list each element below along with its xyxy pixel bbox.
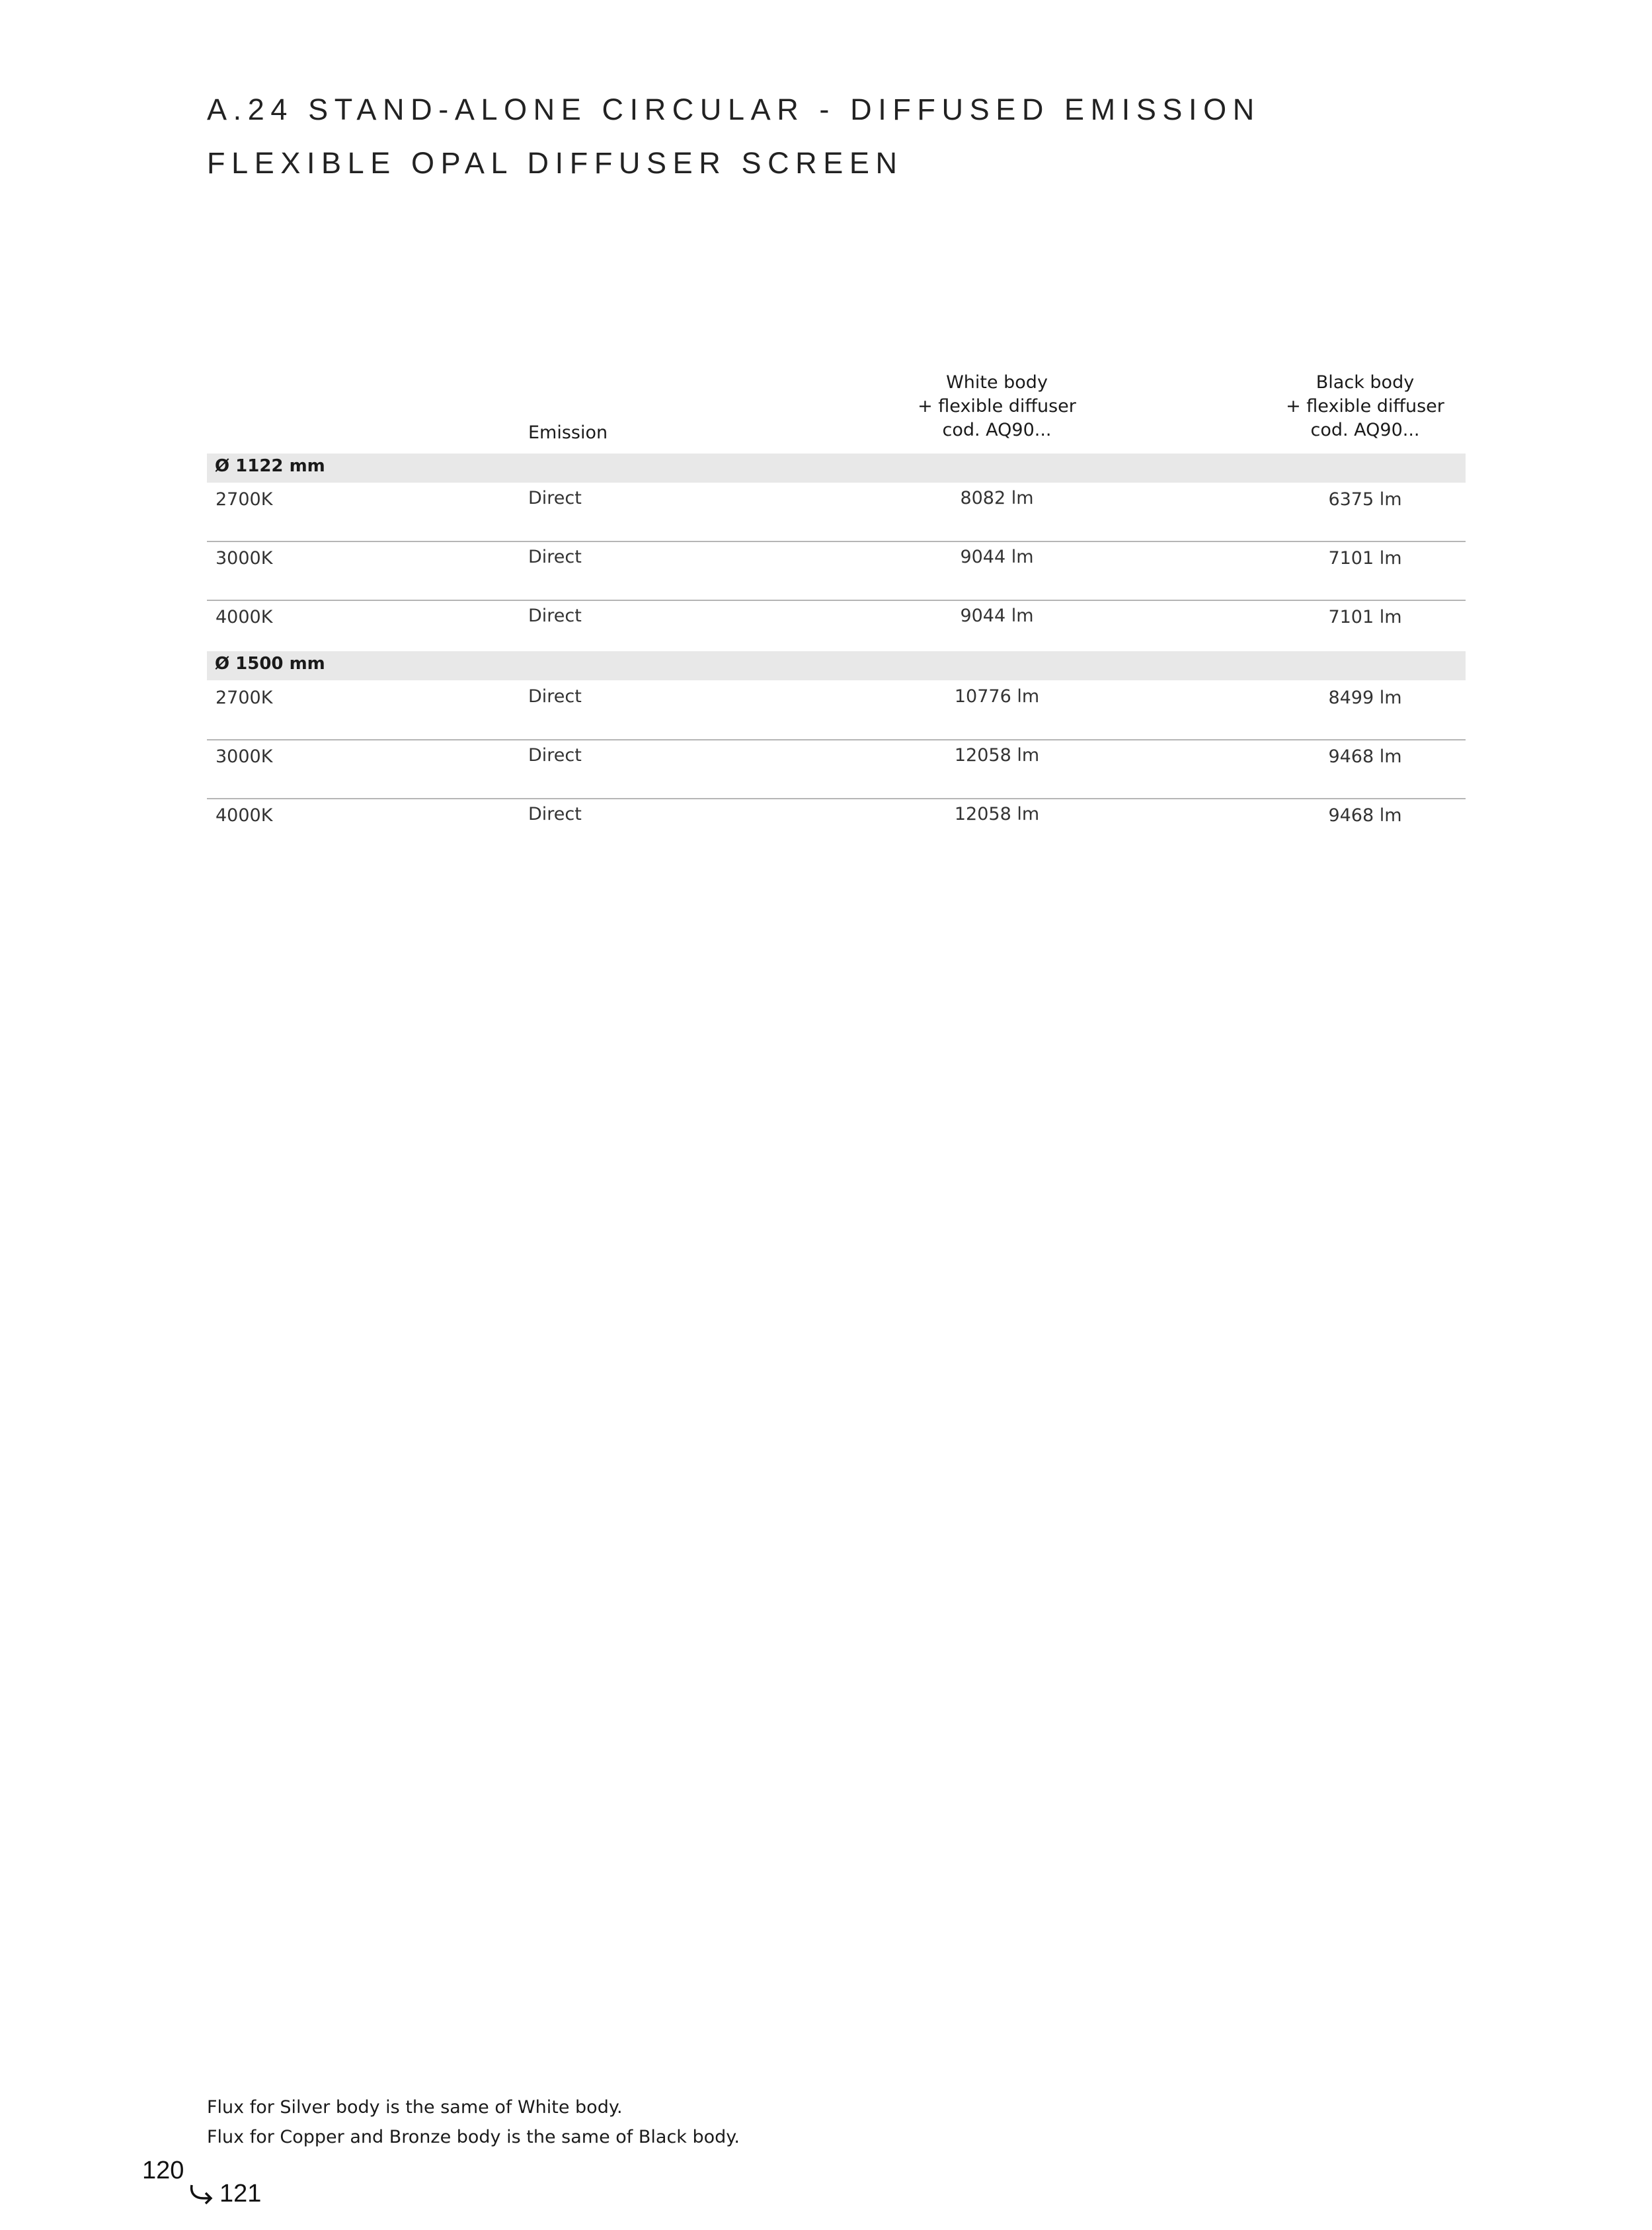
header-white-body — [855, 371, 1139, 442]
row-temperature: 4000K — [216, 607, 273, 627]
header-black-line: + flexible diffuser — [1286, 396, 1444, 417]
row-temperature: 2700K — [216, 688, 273, 708]
page-title: A.24 STAND-ALONE CIRCULAR - DIFFUSED EMISSION — [207, 93, 1261, 126]
header-black-line: Black body — [1316, 372, 1415, 393]
row-white-flux: 12058 lm — [954, 745, 1040, 766]
row-white-flux: 12058 lm — [954, 804, 1040, 824]
row-black-flux: 7101 lm — [1328, 607, 1402, 627]
row-emission: Direct — [528, 804, 582, 824]
row-white-flux: 9044 lm — [960, 547, 1034, 567]
group-header-1500 — [207, 651, 1466, 680]
row-temperature: 2700K — [216, 489, 273, 510]
footnote: Flux for Copper and Bronze body is the same of Black body. — [207, 2127, 740, 2147]
row-black-flux: 6375 lm — [1328, 489, 1402, 510]
row-temperature: 4000K — [216, 805, 273, 826]
next-page-number: 121 — [219, 2180, 262, 2208]
row-emission: Direct — [528, 606, 582, 626]
header-black-line: cod. AQ90... — [1310, 420, 1420, 440]
table-row — [207, 541, 1466, 601]
row-black-flux: 9468 lm — [1328, 805, 1402, 826]
table-row — [207, 600, 1466, 658]
row-white-flux: 8082 lm — [960, 488, 1034, 508]
group-header-1122 — [207, 454, 1466, 483]
table-row — [207, 740, 1466, 799]
row-black-flux: 7101 lm — [1328, 548, 1402, 569]
page-number: 120 — [142, 2157, 184, 2184]
header-black-body — [1223, 371, 1507, 442]
curved-arrow-icon — [188, 2182, 214, 2206]
header-white-line: White body — [946, 372, 1048, 393]
row-emission: Direct — [528, 488, 582, 508]
page-subtitle: FLEXIBLE OPAL DIFFUSER SCREEN — [207, 146, 904, 180]
row-white-flux: 10776 lm — [954, 686, 1040, 707]
row-white-flux: 9044 lm — [960, 606, 1034, 626]
row-black-flux: 9468 lm — [1328, 746, 1402, 767]
header-emission: Emission — [528, 422, 608, 443]
row-temperature: 3000K — [216, 548, 273, 569]
table-row — [207, 799, 1466, 857]
next-page-link[interactable] — [188, 2180, 261, 2208]
table-row — [207, 681, 1466, 740]
header-white-line: cod. AQ90... — [942, 420, 1052, 440]
row-temperature: 3000K — [216, 746, 273, 767]
header-white-line: + flexible diffuser — [918, 396, 1076, 417]
row-emission: Direct — [528, 686, 582, 707]
row-emission: Direct — [528, 547, 582, 567]
group-label: Ø 1500 mm — [215, 654, 325, 674]
row-black-flux: 8499 lm — [1328, 688, 1402, 708]
row-emission: Direct — [528, 745, 582, 766]
table-row — [207, 483, 1466, 542]
group-label: Ø 1122 mm — [215, 456, 325, 476]
footnote: Flux for Silver body is the same of White body. — [207, 2097, 623, 2118]
